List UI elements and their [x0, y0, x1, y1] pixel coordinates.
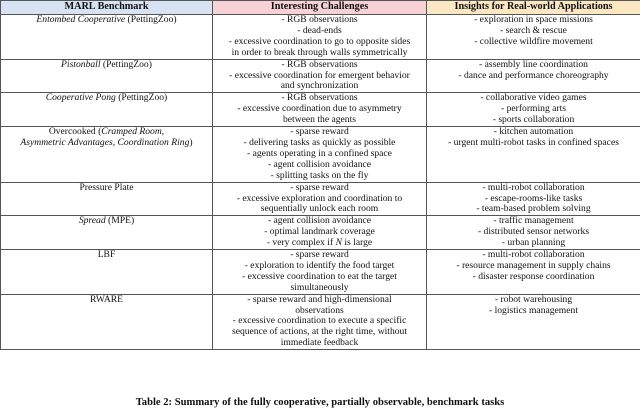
benchmark-name-line	[3, 250, 210, 261]
challenges-cell	[213, 216, 427, 250]
table-row	[1, 93, 640, 127]
insight-line: - dance and performance choreography	[458, 69, 609, 81]
insight-line: - collective wildfire movement	[474, 35, 593, 47]
benchmark-name-cell	[1, 216, 213, 250]
table-row	[1, 250, 640, 295]
benchmark-name-segment: (PettingZoo)	[115, 92, 168, 104]
table-caption: Table 2: Summary of the fully cooperative, partially observable, benchmark tasks	[135, 397, 505, 408]
insight-line: - logistics management	[489, 304, 578, 316]
benchmark-name-segment: Spread	[78, 215, 106, 227]
insights-cell	[427, 93, 640, 127]
challenge-line: and synchronization	[280, 80, 359, 92]
table-row	[1, 59, 640, 93]
benchmark-name-segment: Overcooked (	[48, 126, 102, 138]
challenges-cell	[213, 294, 427, 350]
challenge-line: - RGB observations	[281, 14, 358, 25]
benchmark-name-cell	[1, 127, 213, 183]
benchmark-name-line	[3, 216, 210, 227]
insight-line: - escape-rooms-like tasks	[484, 192, 583, 204]
insights-cell	[427, 182, 640, 216]
insights-cell	[427, 15, 640, 60]
insight-line: - robot warehousing	[494, 293, 573, 305]
benchmark-name-cell	[1, 93, 213, 127]
challenge-line: - very complex if N is large	[266, 237, 373, 249]
header-interesting-challenges: Interesting Challenges	[213, 1, 427, 15]
benchmark-name-line	[3, 93, 210, 104]
challenges-cell	[213, 127, 427, 183]
insight-line: - collaborative video games	[480, 92, 587, 104]
insights-cell	[427, 127, 640, 183]
benchmark-name-cell	[1, 294, 213, 350]
benchmark-name-line	[3, 138, 210, 149]
challenge-line: - excessive coordination to go to opposite sides	[228, 35, 411, 47]
benchmark-name-segment: (PettingZoo)	[100, 58, 152, 70]
insight-line: - multi-robot collaboration	[482, 249, 585, 261]
insights-cell	[427, 250, 640, 295]
challenge-line: - sparse reward	[290, 126, 349, 138]
benchmark-name-segment: (MPE)	[105, 215, 135, 227]
math-variable: N	[335, 237, 342, 249]
challenge-line: - delivering tasks as quickly as possible	[243, 136, 396, 148]
insight-line: - distributed sensor networks	[477, 226, 590, 238]
benchmark-name-segment: Cramped Room,	[101, 126, 165, 138]
challenge-line: - optimal landmark coverage	[264, 226, 375, 238]
table-row	[1, 15, 640, 60]
benchmark-name-segment: )	[189, 136, 193, 148]
header-real-world-insights: Insights for Real-world Applications	[427, 1, 640, 15]
insight-line: - exploration in space missions	[474, 14, 593, 25]
challenge-line: - exploration to identify the food target	[244, 259, 395, 271]
challenge-line: between the agents	[283, 114, 356, 126]
table-row	[1, 182, 640, 216]
benchmark-name-line	[3, 60, 210, 71]
insight-line: - urban planning	[501, 237, 566, 249]
challenge-line: - excessive coordination due to asymmetry	[237, 103, 402, 115]
challenge-line: - RGB observations	[281, 92, 358, 104]
insight-line: - performing arts	[500, 103, 566, 115]
challenge-line: sequence of actions, at the right time, without	[231, 326, 408, 338]
benchmark-name-line	[3, 183, 210, 194]
benchmark-name-segment: LBF	[97, 249, 116, 261]
challenge-line: - excessive coordination to eat the target	[242, 270, 397, 282]
benchmark-name-segment: Entombed Cooperative	[36, 14, 126, 25]
header-marl-benchmark: MARL Benchmark	[1, 1, 213, 15]
insights-cell	[427, 294, 640, 350]
challenge-line: - excessive coordination to execute a specific	[232, 315, 407, 327]
challenge-line: - agent collision avoidance	[267, 215, 372, 227]
benchmark-name-segment: Cooperative Pong	[45, 92, 116, 104]
challenge-line: observations	[295, 304, 344, 316]
benchmark-name-cell	[1, 182, 213, 216]
table-row	[1, 216, 640, 250]
benchmark-name-cell	[1, 59, 213, 93]
insight-line: - sports collaboration	[492, 114, 575, 126]
insight-line: - assembly line coordination	[479, 58, 588, 70]
challenge-line: - splitting tasks on the fly	[270, 169, 369, 181]
challenge-line: - agents operating in a confined space	[247, 147, 392, 159]
challenge-line: - excessive coordination for emergent behavior	[229, 69, 410, 81]
challenge-line: - dead-ends	[297, 24, 342, 36]
insight-line: - team-based problem solving	[476, 203, 591, 215]
challenges-cell	[213, 15, 427, 60]
benchmark-name-segment: Asymmetric Advantages, Coordination Ring	[20, 136, 190, 148]
header-row	[1, 1, 640, 15]
benchmark-name-segment: Pressure Plate	[79, 181, 134, 193]
challenges-cell	[213, 250, 427, 295]
insight-line: - kitchen automation	[493, 126, 574, 138]
challenge-line: in order to break through walls symmetrically	[231, 46, 408, 58]
table-row	[1, 127, 640, 183]
insight-line: - urgent multi-robot tasks in confined spaces	[448, 136, 619, 148]
challenge-line: sequentially unlock each room	[260, 203, 379, 215]
benchmark-name-segment: Pistonball	[61, 58, 101, 70]
table-body	[1, 15, 640, 350]
challenges-cell	[213, 182, 427, 216]
insight-line: - search & rescue	[500, 24, 567, 36]
benchmark-name-segment: (PettingZoo)	[125, 14, 177, 25]
benchmark-name-cell	[1, 250, 213, 295]
insight-line: - disaster response coordination	[472, 270, 595, 282]
benchmark-name-line	[3, 295, 210, 306]
challenge-line: - agent collision avoidance	[267, 158, 372, 170]
insights-cell	[427, 59, 640, 93]
benchmark-name-cell	[1, 15, 213, 60]
challenge-line: - sparse reward and high-dimensional	[247, 293, 392, 305]
challenge-line: - excessive exploration and coordination to	[236, 192, 403, 204]
insight-line: - traffic management	[493, 215, 574, 227]
challenges-cell	[213, 93, 427, 127]
challenge-line: - sparse reward	[290, 181, 349, 193]
benchmark-name-segment: RWARE	[89, 293, 124, 305]
challenge-line: simultaneously	[290, 281, 349, 293]
challenge-line: immediate feedback	[280, 337, 359, 349]
insight-line: - resource management in supply chains	[456, 259, 611, 271]
table-row	[1, 294, 640, 350]
challenge-line: - RGB observations	[281, 58, 358, 70]
challenge-line: - sparse reward	[290, 249, 349, 261]
benchmark-name-line	[3, 15, 210, 26]
insight-line: - multi-robot collaboration	[482, 181, 585, 193]
insights-cell	[427, 216, 640, 250]
challenges-cell	[213, 59, 427, 93]
